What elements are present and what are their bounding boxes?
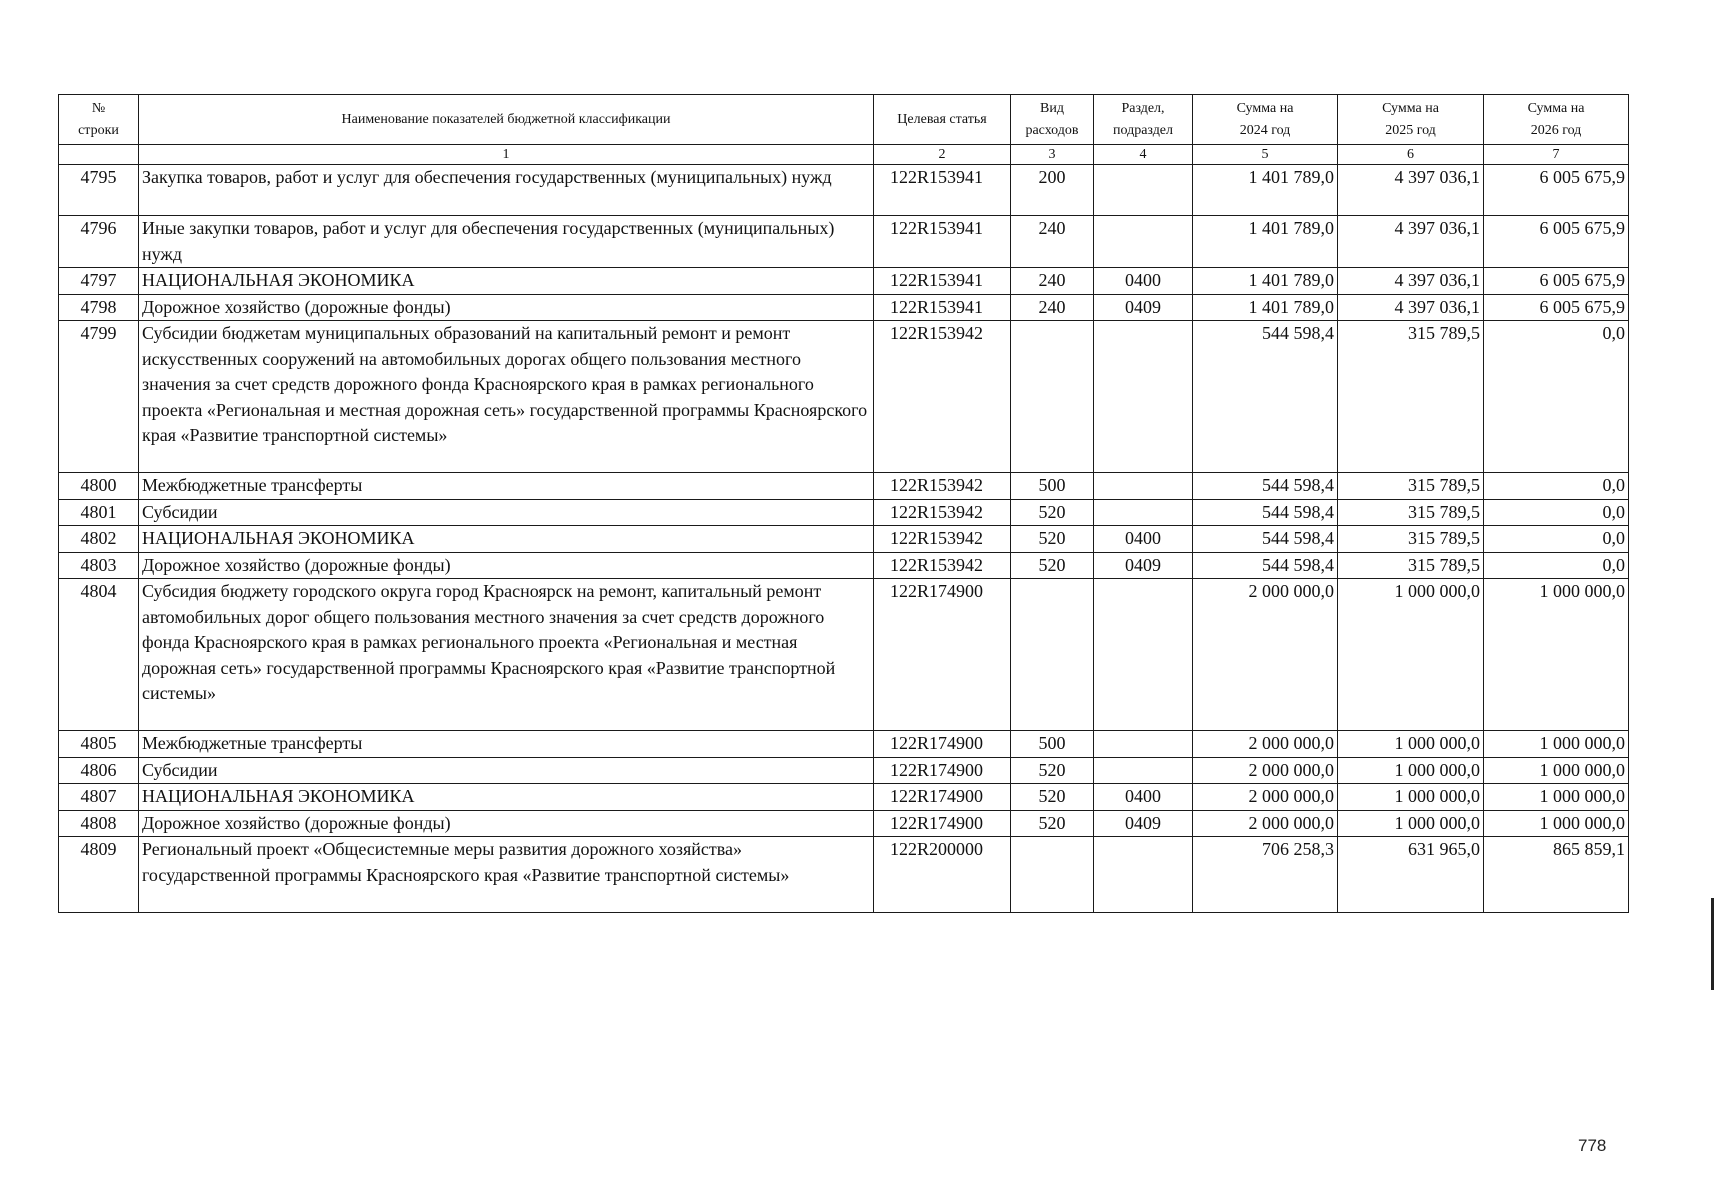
- cell-sum-2025: 1 000 000,0: [1338, 579, 1484, 731]
- cell-kind: 240: [1011, 268, 1094, 295]
- cell-sum-2026: 1 000 000,0: [1484, 579, 1629, 731]
- cell-kind: 240: [1011, 216, 1094, 268]
- cell-section: [1094, 837, 1193, 913]
- cell-kind: 200: [1011, 165, 1094, 216]
- cell-name: Региональный проект «Общесистемные меры развития дорожного хозяйства» государственной программы Красноярского края «Развитие транспортной системы»: [139, 837, 874, 913]
- cell-sum-2025: 631 965,0: [1338, 837, 1484, 913]
- cell-name: Закупка товаров, работ и услуг для обеспечения государственных (муниципальных) нужд: [139, 165, 874, 216]
- cell-row-no: 4808: [59, 810, 139, 837]
- cell-section: [1094, 579, 1193, 731]
- cell-row-no: 4802: [59, 526, 139, 553]
- cell-kind: [1011, 837, 1094, 913]
- cell-sum-2024: 544 598,4: [1193, 552, 1338, 579]
- table-row: [59, 784, 1629, 811]
- cell-section: 0409: [1094, 294, 1193, 321]
- cell-sum-2024: 544 598,4: [1193, 321, 1338, 473]
- cell-sum-2024: 1 401 789,0: [1193, 165, 1338, 216]
- header-sum-2024: [1193, 95, 1338, 145]
- header-name: [139, 95, 874, 145]
- cell-sum-2025: 315 789,5: [1338, 499, 1484, 526]
- cell-name: Субсидии: [139, 757, 874, 784]
- cell-sum-2026: 0,0: [1484, 526, 1629, 553]
- header-sum-2025: [1338, 95, 1484, 145]
- cell-kind: 500: [1011, 473, 1094, 500]
- column-number: 3: [1011, 145, 1094, 165]
- cell-sum-2026: 0,0: [1484, 473, 1629, 500]
- table-row: [59, 837, 1629, 913]
- cell-sum-2024: 2 000 000,0: [1193, 810, 1338, 837]
- header-row-no-label: № строки: [78, 100, 119, 138]
- cell-sum-2026: 6 005 675,9: [1484, 165, 1629, 216]
- cell-section: 0400: [1094, 268, 1193, 295]
- cell-sum-2025: 315 789,5: [1338, 552, 1484, 579]
- header-name-label: Наименование показателей бюджетной классификации: [341, 111, 671, 127]
- cell-sum-2026: 1 000 000,0: [1484, 757, 1629, 784]
- header-row-no: [59, 95, 139, 145]
- page-number: 778: [1578, 1136, 1607, 1155]
- cell-sum-2026: 0,0: [1484, 321, 1629, 473]
- cell-name: Межбюджетные трансферты: [139, 731, 874, 758]
- cell-kind: [1011, 579, 1094, 731]
- cell-sum-2024: 2 000 000,0: [1193, 757, 1338, 784]
- cell-row-no: 4809: [59, 837, 139, 913]
- column-number: 7: [1484, 145, 1629, 165]
- cell-sum-2024: 544 598,4: [1193, 499, 1338, 526]
- cell-kind: 520: [1011, 552, 1094, 579]
- cell-sum-2024: 2 000 000,0: [1193, 579, 1338, 731]
- cell-name: Субсидии бюджетам муниципальных образований на капитальный ремонт и ремонт искусственных сооружений на автомобильных дорогах общего пользования местного значения за счет средств дорожного фонда Красноярского края в рамках регионального проекта «Региональная и местная дорожная сеть» государственной программы Красноярского края «Развитие транспортной системы»: [139, 321, 874, 473]
- cell-target: 122R200000: [874, 837, 1011, 913]
- cell-row-no: 4797: [59, 268, 139, 295]
- cell-sum-2025: 1 000 000,0: [1338, 731, 1484, 758]
- table-row: [59, 294, 1629, 321]
- header-section-label: Раздел, подраздел: [1112, 100, 1174, 138]
- cell-row-no: 4807: [59, 784, 139, 811]
- cell-row-no: 4803: [59, 552, 139, 579]
- cell-kind: 520: [1011, 810, 1094, 837]
- header-sum-2026-label: Сумма на 2026 год: [1527, 100, 1585, 138]
- cell-name: Субсидия бюджету городского округа город Красноярск на ремонт, капитальный ремонт автомобильных дорог общего пользования местного значения за счет средств дорожного фонда Красноярского края в рамках регионального проекта «Региональная и местная дорожная сеть» государственной программы Красноярского края «Развитие транспортной системы»: [139, 579, 874, 731]
- cell-row-no: 4804: [59, 579, 139, 731]
- cell-row-no: 4799: [59, 321, 139, 473]
- column-number: 6: [1338, 145, 1484, 165]
- header-section: [1094, 95, 1193, 145]
- cell-sum-2026: 1 000 000,0: [1484, 784, 1629, 811]
- cell-sum-2026: 865 859,1: [1484, 837, 1629, 913]
- cell-sum-2024: 1 401 789,0: [1193, 268, 1338, 295]
- cell-target: 122R174900: [874, 810, 1011, 837]
- cell-row-no: 4798: [59, 294, 139, 321]
- header-sum-2026: [1484, 95, 1629, 145]
- cell-name: НАЦИОНАЛЬНАЯ ЭКОНОМИКА: [139, 268, 874, 295]
- cell-sum-2025: 1 000 000,0: [1338, 784, 1484, 811]
- cell-row-no: 4800: [59, 473, 139, 500]
- cell-section: 0400: [1094, 784, 1193, 811]
- column-number: [59, 145, 139, 165]
- header-sum-2025-label: Сумма на 2025 год: [1382, 100, 1439, 138]
- cell-section: [1094, 321, 1193, 473]
- cell-kind: 520: [1011, 784, 1094, 811]
- cell-sum-2025: 4 397 036,1: [1338, 165, 1484, 216]
- cell-sum-2025: 315 789,5: [1338, 473, 1484, 500]
- cell-sum-2025: 4 397 036,1: [1338, 294, 1484, 321]
- cell-section: [1094, 216, 1193, 268]
- table-row: [59, 473, 1629, 500]
- cell-target: 122R153941: [874, 165, 1011, 216]
- cell-sum-2025: 4 397 036,1: [1338, 216, 1484, 268]
- cell-kind: 240: [1011, 294, 1094, 321]
- cell-sum-2025: 1 000 000,0: [1338, 757, 1484, 784]
- column-number: 4: [1094, 145, 1193, 165]
- cell-row-no: 4801: [59, 499, 139, 526]
- cell-target: 122R153941: [874, 216, 1011, 268]
- header-kind-label: Вид расходов: [1025, 100, 1079, 138]
- cell-section: [1094, 473, 1193, 500]
- budget-table: [58, 94, 1629, 913]
- table-row: [59, 165, 1629, 216]
- cell-row-no: 4806: [59, 757, 139, 784]
- table-header: [59, 95, 1629, 165]
- cell-target: 122R174900: [874, 784, 1011, 811]
- cell-row-no: 4805: [59, 731, 139, 758]
- cell-section: [1094, 731, 1193, 758]
- cell-kind: 520: [1011, 526, 1094, 553]
- cell-section: [1094, 757, 1193, 784]
- cell-sum-2024: 1 401 789,0: [1193, 294, 1338, 321]
- table-row: [59, 757, 1629, 784]
- table-row: [59, 579, 1629, 731]
- cell-sum-2024: 2 000 000,0: [1193, 731, 1338, 758]
- column-number-row: [59, 145, 1629, 165]
- column-number: 1: [139, 145, 874, 165]
- table-row: [59, 731, 1629, 758]
- cell-target: 122R174900: [874, 757, 1011, 784]
- table-row: [59, 216, 1629, 268]
- table-row: [59, 552, 1629, 579]
- cell-target: 122R153942: [874, 321, 1011, 473]
- cell-sum-2026: 0,0: [1484, 552, 1629, 579]
- cell-sum-2024: 2 000 000,0: [1193, 784, 1338, 811]
- cell-section: [1094, 165, 1193, 216]
- cell-kind: 520: [1011, 757, 1094, 784]
- header-target: [874, 95, 1011, 145]
- cell-name: Межбюджетные трансферты: [139, 473, 874, 500]
- cell-sum-2026: 6 005 675,9: [1484, 216, 1629, 268]
- cell-sum-2026: 6 005 675,9: [1484, 268, 1629, 295]
- cell-name: Дорожное хозяйство (дорожные фонды): [139, 552, 874, 579]
- table-row: [59, 810, 1629, 837]
- cell-name: НАЦИОНАЛЬНАЯ ЭКОНОМИКА: [139, 784, 874, 811]
- cell-section: 0409: [1094, 552, 1193, 579]
- cell-row-no: 4795: [59, 165, 139, 216]
- cell-sum-2025: 315 789,5: [1338, 321, 1484, 473]
- cell-name: Дорожное хозяйство (дорожные фонды): [139, 294, 874, 321]
- table-row: [59, 499, 1629, 526]
- cell-sum-2025: 315 789,5: [1338, 526, 1484, 553]
- cell-target: 122R174900: [874, 731, 1011, 758]
- table-row: [59, 268, 1629, 295]
- table-body: [59, 165, 1629, 913]
- cell-target: 122R153941: [874, 294, 1011, 321]
- cell-sum-2026: 1 000 000,0: [1484, 810, 1629, 837]
- table-row: [59, 526, 1629, 553]
- cell-name: НАЦИОНАЛЬНАЯ ЭКОНОМИКА: [139, 526, 874, 553]
- cell-sum-2026: 0,0: [1484, 499, 1629, 526]
- cell-sum-2024: 1 401 789,0: [1193, 216, 1338, 268]
- column-number: 5: [1193, 145, 1338, 165]
- cell-row-no: 4796: [59, 216, 139, 268]
- cell-sum-2025: 1 000 000,0: [1338, 810, 1484, 837]
- cell-name: Дорожное хозяйство (дорожные фонды): [139, 810, 874, 837]
- header-kind: [1011, 95, 1094, 145]
- cell-section: 0409: [1094, 810, 1193, 837]
- cell-target: 122R153942: [874, 526, 1011, 553]
- header-target-label: Целевая статья: [897, 111, 987, 127]
- table-row: [59, 321, 1629, 473]
- cell-sum-2026: 6 005 675,9: [1484, 294, 1629, 321]
- cell-target: 122R153942: [874, 473, 1011, 500]
- cell-sum-2024: 706 258,3: [1193, 837, 1338, 913]
- cell-sum-2025: 4 397 036,1: [1338, 268, 1484, 295]
- column-number: 2: [874, 145, 1011, 165]
- cell-sum-2026: 1 000 000,0: [1484, 731, 1629, 758]
- cell-kind: [1011, 321, 1094, 473]
- cell-target: 122R153941: [874, 268, 1011, 295]
- cell-target: 122R174900: [874, 579, 1011, 731]
- cell-name: Субсидии: [139, 499, 874, 526]
- cell-section: [1094, 499, 1193, 526]
- header-sum-2024-label: Сумма на 2024 год: [1236, 100, 1294, 138]
- cell-section: 0400: [1094, 526, 1193, 553]
- cell-sum-2024: 544 598,4: [1193, 473, 1338, 500]
- cell-kind: 500: [1011, 731, 1094, 758]
- cell-sum-2024: 544 598,4: [1193, 526, 1338, 553]
- cell-name: Иные закупки товаров, работ и услуг для обеспечения государственных (муниципальных) нужд: [139, 216, 874, 268]
- cell-target: 122R153942: [874, 552, 1011, 579]
- cell-kind: 520: [1011, 499, 1094, 526]
- cell-target: 122R153942: [874, 499, 1011, 526]
